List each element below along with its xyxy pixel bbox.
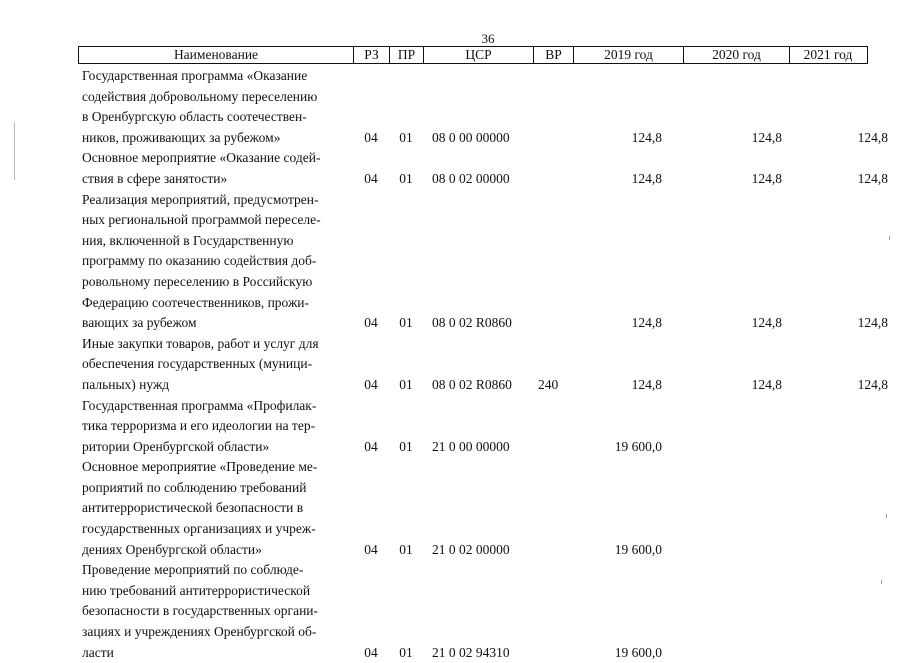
row-pr: 01 (399, 541, 413, 557)
row-pr: 01 (399, 170, 413, 186)
row-2019: 19 600,0 (614, 644, 662, 660)
row-name: Иные закупки товаров, работ и услуг для обеспечения государственных (муници- пальных) нужд (82, 335, 319, 392)
row-csr: 21 0 02 00000 (432, 541, 510, 557)
header-csr: ЦСР (423, 47, 533, 63)
row-2020: 124,8 (751, 376, 782, 392)
table-row (0, 334, 905, 396)
row-rz: 04 (364, 644, 378, 660)
table-header (78, 46, 868, 64)
row-rz: 04 (364, 129, 378, 145)
row-name: Основное мероприятие «Оказание содей- ствия в сфере занятости» (82, 150, 321, 186)
row-2020: 124,8 (751, 170, 782, 186)
table-row (0, 66, 905, 148)
scan-speck (886, 514, 887, 518)
row-name: Реализация мероприятий, предусмотрен- ных региональной программой переселе- ния, включенной в Государственную программу по оказанию содействия доб- ровольному переселению в Российскую Федерацию соотечественников, прожи- вающих за рубежом (82, 191, 321, 331)
row-pr: 01 (399, 376, 413, 392)
row-csr: 21 0 02 94310 (432, 644, 510, 660)
row-2021: 124,8 (857, 376, 888, 392)
row-2019: 124,8 (631, 129, 662, 145)
header-2020: 2020 год (683, 47, 789, 63)
row-pr: 01 (399, 644, 413, 660)
row-2020: 124,8 (751, 129, 782, 145)
header-name: Наименование (173, 47, 259, 62)
table-row (0, 190, 905, 334)
row-name: Государственная программа «Оказание содействия добровольному переселению в Оренбургскую область соотечествен- ников, проживающих за рубежом» (82, 68, 318, 145)
row-rz: 04 (364, 315, 378, 331)
page-number: 36 (481, 31, 495, 46)
header-rz: РЗ (353, 47, 389, 63)
row-2019: 124,8 (631, 170, 662, 186)
row-rz: 04 (364, 438, 378, 454)
table-row (0, 457, 905, 560)
row-2020: 124,8 (751, 315, 782, 331)
row-2019: 124,8 (631, 315, 662, 331)
row-csr: 08 0 02 R0860 (432, 376, 512, 392)
row-csr: 08 0 02 R0860 (432, 315, 512, 331)
header-vr: ВР (533, 47, 573, 63)
row-rz: 04 (364, 170, 378, 186)
table-body (0, 66, 905, 663)
header-2019: 2019 год (573, 47, 683, 63)
table-row (0, 396, 905, 458)
row-pr: 01 (399, 315, 413, 331)
row-2019: 19 600,0 (614, 438, 662, 454)
row-pr: 01 (399, 129, 413, 145)
row-name: Государственная программа «Профилак- тика терроризма и его идеологии на тер- ритории Оренбургской области» (82, 397, 317, 454)
row-name: Основное мероприятие «Проведение ме- роприятий по соблюдению требований антитеррористической безопасности в государственных организациях и учреж- дениях Оренбургской области» (82, 459, 318, 557)
row-name: Проведение мероприятий по соблюде- нию требований антитеррористической безопасности в государственных органи- зациях и учреждениях Оренбургской об- ласти (82, 562, 319, 660)
row-vr: 240 (538, 376, 559, 392)
table-row (0, 560, 905, 663)
row-csr: 21 0 00 00000 (432, 438, 510, 454)
row-rz: 04 (364, 541, 378, 557)
row-csr: 08 0 02 00000 (432, 170, 510, 186)
header-pr: ПР (389, 47, 423, 63)
row-pr: 01 (399, 438, 413, 454)
row-2019: 19 600,0 (614, 541, 662, 557)
scan-speck (889, 236, 890, 240)
table-row (0, 148, 905, 189)
header-2021: 2021 год (789, 47, 866, 63)
row-2021: 124,8 (857, 170, 888, 186)
row-csr: 08 0 00 00000 (432, 129, 510, 145)
row-rz: 04 (364, 376, 378, 392)
row-2019: 124,8 (631, 376, 662, 392)
scan-speck (881, 580, 882, 584)
row-2021: 124,8 (857, 315, 888, 331)
row-2021: 124,8 (857, 129, 888, 145)
